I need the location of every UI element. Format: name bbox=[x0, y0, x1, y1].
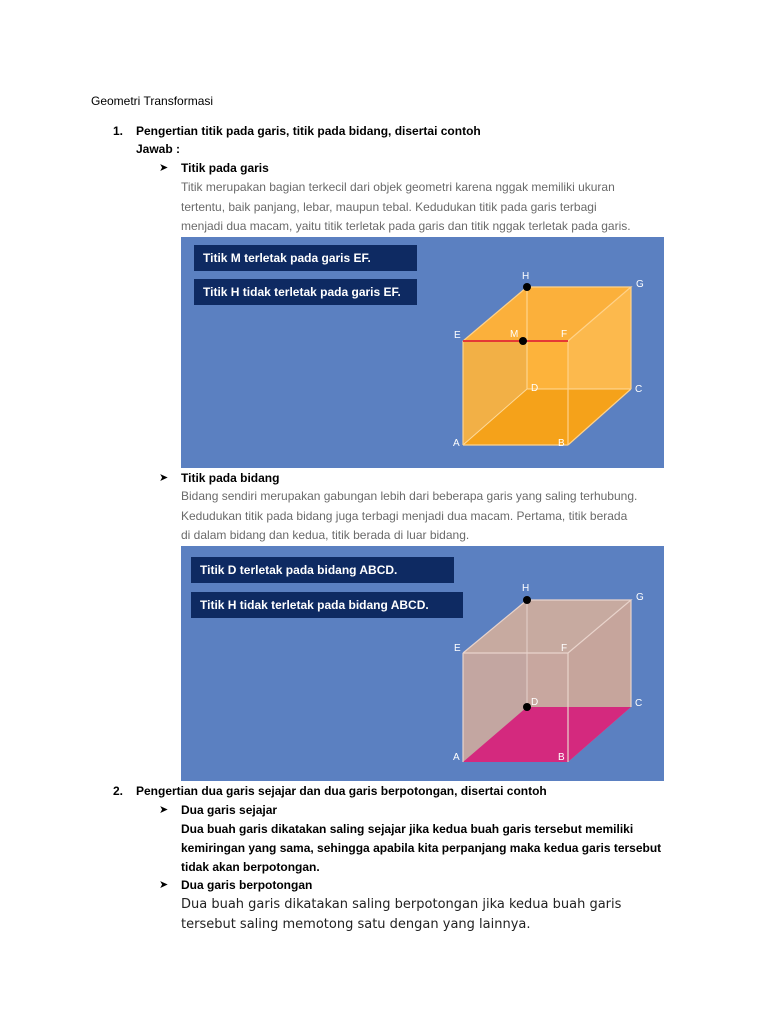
vertex-label: G bbox=[636, 279, 644, 290]
vertex-label: E bbox=[454, 330, 461, 341]
cube-diagram bbox=[181, 546, 664, 781]
point-m bbox=[519, 337, 527, 345]
vertex-label: M bbox=[510, 329, 519, 340]
q2-sub2-line: tersebut saling memotong satu dengan yang lainnya. bbox=[181, 917, 531, 932]
vertex-label: B bbox=[558, 438, 565, 449]
q2-number: 2. bbox=[113, 784, 124, 798]
q2-sub1-title: Dua garis sejajar bbox=[181, 803, 278, 817]
vertex-label: A bbox=[453, 438, 460, 449]
vertex-label: F bbox=[561, 329, 568, 340]
q2-sub2-title: Dua garis berpotongan bbox=[181, 878, 313, 892]
point-h bbox=[523, 596, 531, 604]
vertex-label: B bbox=[558, 752, 565, 763]
point-h bbox=[523, 283, 531, 291]
q1-sub2-line: Bidang sendiri merupakan gabungan lebih dari beberapa garis yang saling terhubung. bbox=[181, 489, 638, 503]
q2-sub1-line: kemiringan yang sama, sehingga apabila kita perpanjang maka kedua garis tersebut bbox=[181, 841, 662, 855]
point-d bbox=[523, 703, 531, 711]
q1-sub1-line: Titik merupakan bagian terkecil dari objek geometri karena nggak memiliki ukuran bbox=[181, 180, 615, 194]
vertex-label: C bbox=[635, 698, 643, 709]
vertex-label: D bbox=[531, 383, 539, 394]
q2-sub1-line: tidak akan berpotongan. bbox=[181, 860, 320, 874]
figure-point-on-plane bbox=[181, 546, 664, 781]
vertex-label: E bbox=[454, 643, 461, 654]
q1-heading: Pengertian titik pada garis, titik pada bidang, disertai contoh bbox=[136, 124, 481, 138]
figure-caption: Titik M terletak pada garis EF. bbox=[194, 245, 417, 271]
arrowhead-bullet-icon: ➤ bbox=[159, 162, 169, 174]
arrowhead-bullet-icon: ➤ bbox=[159, 472, 169, 484]
vertex-label: D bbox=[531, 697, 539, 708]
q1-sub2-title: Titik pada bidang bbox=[181, 471, 280, 485]
vertex-label: C bbox=[635, 384, 643, 395]
vertex-label: G bbox=[636, 592, 644, 603]
q1-sub1-line: tertentu, baik panjang, lebar, maupun tebal. Kedudukan titik pada garis terbagi bbox=[181, 200, 597, 214]
q2-sub2-line: Dua buah garis dikatakan saling berpotongan jika kedua buah garis bbox=[181, 897, 622, 912]
q1-sub1-line: menjadi dua macam, yaitu titik terletak pada garis dan titik nggak terletak pada garis. bbox=[181, 219, 631, 233]
q1-sub2-line: Kedudukan titik pada bidang juga terbagi menjadi dua macam. Pertama, titik berada bbox=[181, 509, 628, 523]
figure-caption: Titik H tidak terletak pada garis EF. bbox=[194, 279, 417, 305]
figure-caption: Titik D terletak pada bidang ABCD. bbox=[191, 557, 454, 583]
q1-sub2-line: di dalam bidang dan kedua, titik berada di luar bidang. bbox=[181, 528, 470, 542]
q1-answer-label: Jawab : bbox=[136, 142, 181, 156]
vertex-label: A bbox=[453, 752, 460, 763]
q1-sub1-title: Titik pada garis bbox=[181, 161, 269, 175]
vertex-label: F bbox=[561, 643, 568, 654]
arrowhead-bullet-icon: ➤ bbox=[159, 879, 169, 891]
vertex-label: H bbox=[522, 271, 530, 282]
arrowhead-bullet-icon: ➤ bbox=[159, 804, 169, 816]
figure-point-on-line bbox=[181, 237, 664, 468]
q1-number: 1. bbox=[113, 124, 124, 138]
document-title: Geometri Transformasi bbox=[91, 94, 214, 108]
vertex-label: H bbox=[522, 583, 530, 594]
q2-sub1-line: Dua buah garis dikatakan saling sejajar jika kedua buah garis tersebut memiliki bbox=[181, 822, 634, 836]
q2-heading: Pengertian dua garis sejajar dan dua garis berpotongan, disertai contoh bbox=[136, 784, 547, 798]
figure-caption: Titik H tidak terletak pada bidang ABCD. bbox=[191, 592, 463, 618]
cube-diagram bbox=[181, 237, 664, 468]
